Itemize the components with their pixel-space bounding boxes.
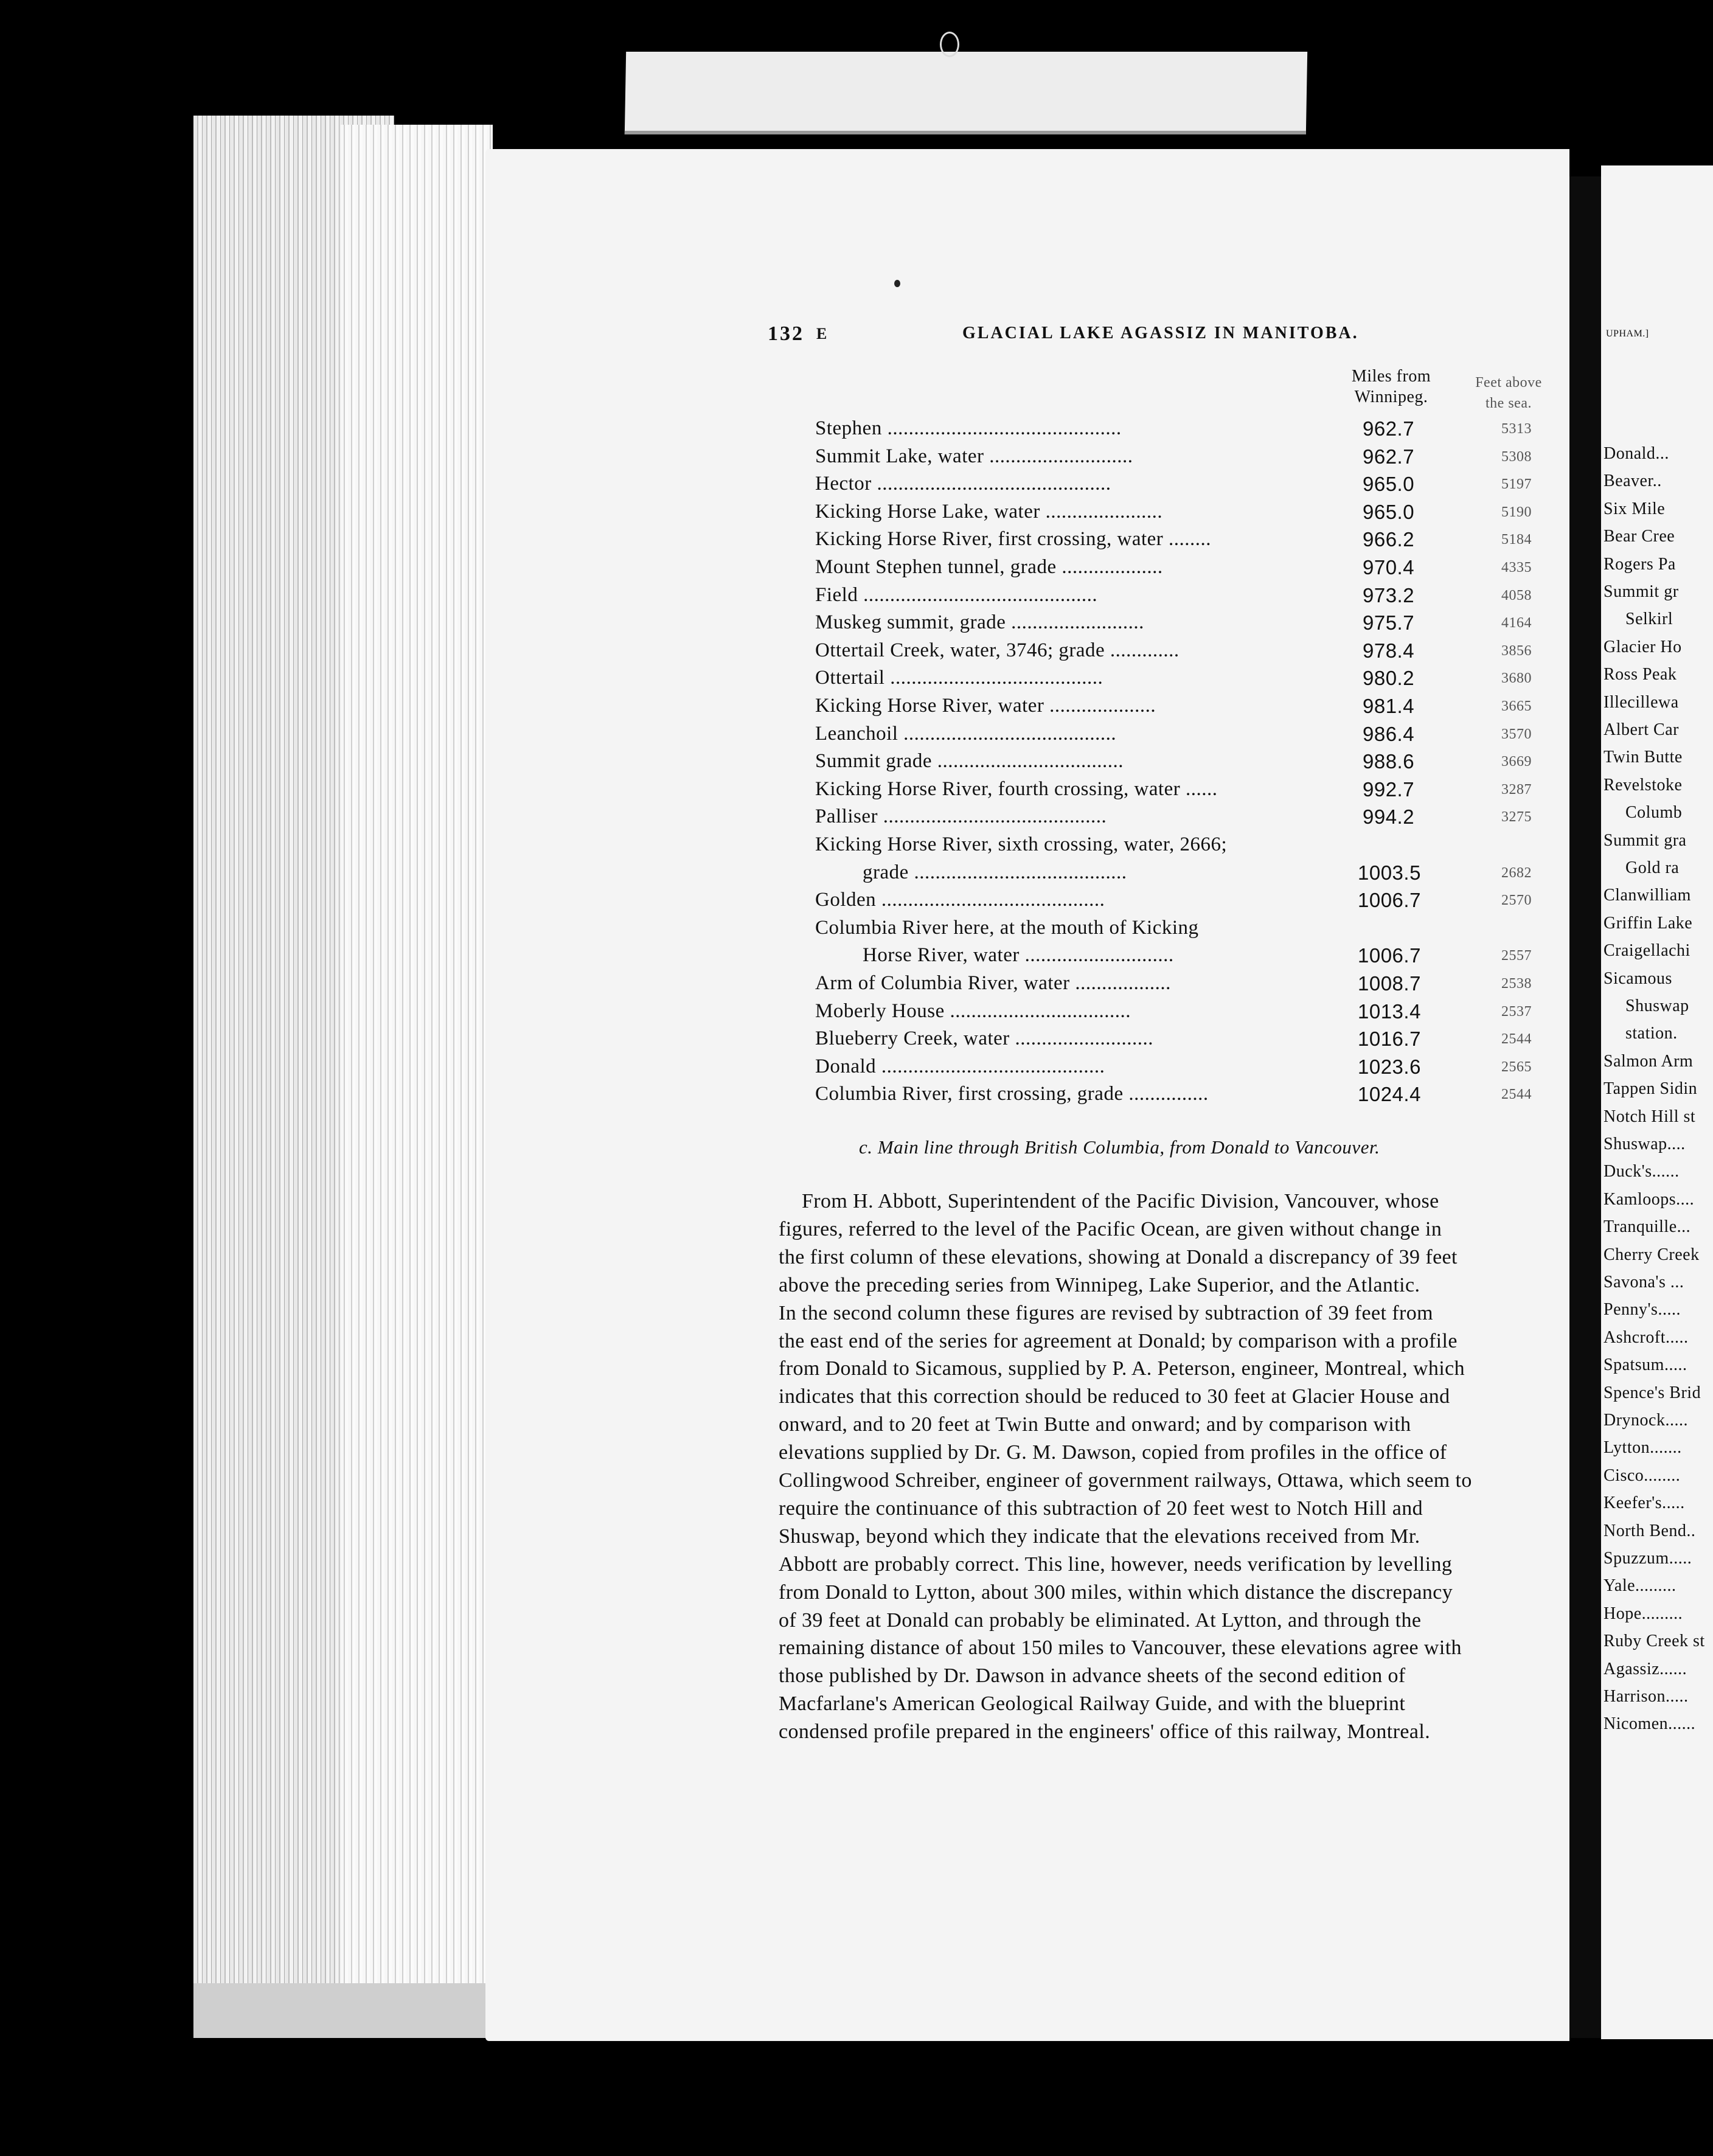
facing-page-line: Illecillewa <box>1604 692 1679 712</box>
miles-value: 975.7 <box>1363 611 1415 635</box>
station-name: Moberly House .................................. <box>815 1000 1131 1022</box>
feet-value: 2544 <box>1501 1087 1532 1103</box>
facing-page-line: Twin Butte <box>1604 748 1683 767</box>
station-name: Golden .......................................... <box>815 889 1105 911</box>
miles-value: 966.2 <box>1363 528 1415 551</box>
feet-value: 2565 <box>1501 1059 1532 1075</box>
facing-page-line: North Bend.. <box>1604 1521 1696 1540</box>
paragraph-line: from Donald to Sicamous, supplied by P. A. Peterson, engineer, Montreal, which <box>779 1357 1465 1380</box>
ink-speck <box>894 280 900 287</box>
facing-page-line: Revelstoke <box>1604 775 1683 795</box>
station-name: Ottertail ........................................ <box>815 667 1103 689</box>
miles-value: 965.0 <box>1363 473 1415 496</box>
station-name: Ottertail Creek, water, 3746; grade ............. <box>815 639 1180 661</box>
facing-page-line: Spuzzum..... <box>1604 1549 1692 1568</box>
feet-value: 4335 <box>1501 560 1532 576</box>
facing-page-line: Columb <box>1625 803 1683 822</box>
paragraph-line: those published by Dr. Dawson in advance sheets of the second edition of <box>779 1664 1406 1688</box>
facing-page-line: Summit gr <box>1604 582 1679 601</box>
paragraph-line: Abbott are probably correct. This line, however, needs verification by levelling <box>779 1553 1453 1576</box>
paragraph-line: From H. Abbott, Superintendent of the Pacific Division, Vancouver, whose <box>802 1190 1439 1212</box>
facing-page-line: Ruby Creek st <box>1604 1632 1705 1651</box>
book-top-edge <box>625 52 1307 134</box>
station-name: Leanchoil ........................................ <box>815 722 1117 745</box>
facing-page-line: Salmon Arm <box>1604 1051 1694 1071</box>
feet-value: 3665 <box>1501 698 1532 714</box>
feet-value: 5308 <box>1501 448 1532 465</box>
facing-page-line: Tranquille... <box>1604 1217 1691 1237</box>
facing-page-line: Donald... <box>1604 444 1669 463</box>
facing-page-line: Ross Peak <box>1604 665 1677 684</box>
station-name: Kicking Horse River, sixth crossing, water, 2666; <box>815 833 1228 855</box>
station-name: Kicking Horse River, first crossing, water ........ <box>815 528 1212 551</box>
station-name: Kicking Horse River, fourth crossing, water ...... <box>815 777 1218 800</box>
facing-page-line: Shuswap <box>1625 996 1689 1015</box>
feet-value: 2537 <box>1501 1003 1532 1020</box>
column-header-miles-line2: Winnipeg. <box>1354 388 1428 406</box>
paragraph-line: remaining distance of about 150 miles to Vancouver, these elevations agree with <box>779 1636 1462 1660</box>
facing-page-line: Sicamous <box>1604 968 1672 988</box>
facing-page-line: Shuswap.... <box>1604 1135 1686 1153</box>
feet-value: 2557 <box>1501 948 1532 964</box>
facing-page-line: Harrison..... <box>1604 1687 1689 1706</box>
station-name: Horse River, water ............................ <box>863 944 1174 967</box>
paragraph-line: Collingwood Schreiber, engineer of government railways, Ottawa, which seem to <box>779 1469 1472 1492</box>
station-name: Blueberry Creek, water .......................... <box>815 1028 1154 1050</box>
paragraph-line: above the preceding series from Winnipeg, Lake Superior, and the Atlantic. <box>779 1273 1420 1296</box>
facing-page-line: Hope......... <box>1604 1604 1683 1623</box>
paragraph-line: elevations supplied by Dr. G. M. Dawson, copied from profiles in the office of <box>779 1441 1447 1464</box>
feet-value: 3287 <box>1501 781 1532 798</box>
miles-value: 1013.4 <box>1358 1000 1421 1023</box>
station-name: Arm of Columbia River, water .................. <box>815 972 1171 994</box>
facing-page-line: Kamloops.... <box>1604 1189 1695 1209</box>
station-name: Stephen ............................................ <box>815 417 1122 439</box>
book-page-edges-inner <box>341 125 493 2005</box>
miles-value: 962.7 <box>1363 445 1415 468</box>
station-name: Mount Stephen tunnel, grade ................... <box>815 556 1163 578</box>
paragraph-line: require the continuance of this subtraction of 20 feet west to Notch Hill and <box>779 1497 1423 1520</box>
facing-page-line: Cisco........ <box>1604 1466 1681 1485</box>
facing-page-line: Selkirl <box>1625 610 1673 629</box>
facing-page-line: Notch Hill st <box>1604 1107 1696 1126</box>
facing-page-line: Ashcroft..... <box>1604 1327 1689 1347</box>
facing-page-line: Savona's ... <box>1604 1273 1684 1292</box>
facing-page-line: Yale......... <box>1604 1576 1677 1596</box>
station-name: Columbia River, first crossing, grade ............... <box>815 1083 1209 1105</box>
feet-value: 3856 <box>1501 642 1532 659</box>
column-header-feet-line2: the sea. <box>1485 395 1532 411</box>
feet-value: 3275 <box>1501 809 1532 826</box>
miles-value: 1016.7 <box>1358 1028 1421 1051</box>
facing-page-line: Tappen Sidin <box>1604 1079 1698 1099</box>
facing-page-header: UPHAM.] <box>1606 329 1649 339</box>
station-name: Kicking Horse Lake, water ...................... <box>815 500 1163 523</box>
facing-page-line: Penny's..... <box>1604 1300 1681 1320</box>
facing-page-line: Keefer's..... <box>1604 1494 1685 1513</box>
feet-value: 4164 <box>1501 615 1532 631</box>
miles-value: 1008.7 <box>1358 972 1421 995</box>
column-header-miles-line1: Miles from <box>1351 367 1431 386</box>
facing-page-line: Spence's Brid <box>1604 1383 1701 1402</box>
book-gutter <box>1569 176 1601 2038</box>
facing-page-line: Cherry Creek <box>1604 1245 1700 1264</box>
miles-value: 965.0 <box>1363 500 1415 523</box>
facing-page-line: Six Mile <box>1604 499 1666 518</box>
facing-page-line: Duck's...... <box>1604 1162 1680 1181</box>
page-number: 132 <box>768 322 804 345</box>
miles-value: 962.7 <box>1363 417 1415 440</box>
column-header-miles <box>1339 366 1443 408</box>
miles-value: 1024.4 <box>1358 1083 1421 1106</box>
feet-value: 2538 <box>1501 976 1532 992</box>
miles-value: 1006.7 <box>1358 889 1421 912</box>
paragraph-line: onward, and to 20 feet at Twin Butte and onward; and by comparison with <box>779 1413 1411 1436</box>
station-name: grade ........................................ <box>863 861 1127 883</box>
facing-page-line: Spatsum..... <box>1604 1355 1687 1375</box>
miles-value: 1003.5 <box>1358 861 1421 884</box>
paragraph-line: In the second column these figures are revised by subtraction of 39 feet from <box>779 1301 1433 1324</box>
paragraph-line: figures, referred to the level of the Pacific Ocean, are given without change in <box>779 1217 1442 1240</box>
section-heading: c. Main line through British Columbia, from Donald to Vancouver. <box>859 1136 1380 1158</box>
book-bottom-edge <box>193 1983 522 2038</box>
paragraph-line: Macfarlane's American Geological Railway Guide, and with the blueprint <box>779 1692 1406 1716</box>
paragraph-line: condensed profile prepared in the engineers' office of this railway, Montreal. <box>779 1720 1431 1744</box>
column-header-feet <box>1466 372 1551 414</box>
facing-page-line: Summit gra <box>1604 830 1687 850</box>
paragraph-line: the east end of the series for agreement at Donald; by comparison with a profile <box>779 1329 1458 1352</box>
miles-value: 980.2 <box>1363 667 1415 690</box>
feet-value: 5313 <box>1501 421 1532 437</box>
facing-page-line: Nicomen...... <box>1604 1714 1696 1734</box>
scan-artifact <box>940 32 959 57</box>
facing-page-line: Beaver.. <box>1604 471 1662 491</box>
feet-value: 5197 <box>1501 476 1532 493</box>
station-name: Hector ............................................ <box>815 473 1111 495</box>
feet-value: 2570 <box>1501 892 1532 909</box>
feet-value: 2544 <box>1501 1031 1532 1048</box>
column-header-feet-line1: Feet above <box>1475 375 1542 391</box>
station-name: Kicking Horse River, water .................... <box>815 695 1156 717</box>
facing-page-line: Gold ra <box>1625 858 1680 877</box>
miles-value: 978.4 <box>1363 639 1415 662</box>
station-name: Palliser .......................................... <box>815 805 1107 828</box>
facing-page-line: Clanwilliam <box>1604 886 1691 905</box>
miles-value: 992.7 <box>1363 777 1415 801</box>
facing-page-line: Bear Cree <box>1604 527 1675 546</box>
facing-page-line: Glacier Ho <box>1604 637 1682 656</box>
miles-value: 1023.6 <box>1358 1055 1421 1078</box>
feet-value: 5184 <box>1501 532 1532 548</box>
paragraph-line: of 39 feet at Donald can probably be eliminated. At Lytton, and through the <box>779 1608 1422 1632</box>
page-suffix: E <box>816 325 829 343</box>
station-name: Muskeg summit, grade ......................... <box>815 611 1144 634</box>
facing-page-line: station. <box>1625 1024 1678 1043</box>
station-name: Summit grade ................................... <box>815 750 1124 773</box>
facing-page-line: Agassiz...... <box>1604 1659 1687 1678</box>
feet-value: 5190 <box>1501 504 1532 520</box>
feet-value: 4058 <box>1501 587 1532 603</box>
station-name: Summit Lake, water ........................... <box>815 445 1133 467</box>
miles-value: 988.6 <box>1363 750 1415 773</box>
paragraph-line: from Donald to Lytton, about 300 miles, within which distance the discrepancy <box>779 1580 1453 1604</box>
facing-page-line: Albert Car <box>1604 720 1679 739</box>
paragraph-line: Shuswap, beyond which they indicate that the elevations received from Mr. <box>779 1525 1420 1548</box>
facing-page-line: Lytton....... <box>1604 1438 1682 1458</box>
miles-value: 994.2 <box>1363 805 1415 829</box>
miles-value: 973.2 <box>1363 583 1415 607</box>
miles-value: 1006.7 <box>1358 944 1421 967</box>
station-name: Donald .......................................... <box>815 1055 1105 1077</box>
facing-page <box>1601 165 1713 2039</box>
miles-value: 981.4 <box>1363 695 1415 717</box>
facing-page-line: Rogers Pa <box>1604 554 1676 574</box>
station-name: Columbia River here, at the mouth of Kicking <box>815 916 1199 939</box>
miles-value: 970.4 <box>1363 556 1415 579</box>
miles-value: 986.4 <box>1363 722 1415 745</box>
paragraph-line: indicates that this correction should be reduced to 30 feet at Glacier House and <box>779 1385 1450 1408</box>
facing-page-line: Griffin Lake <box>1604 913 1693 933</box>
facing-page-line: Drynock..... <box>1604 1411 1688 1430</box>
paragraph-line: the first column of these elevations, showing at Donald a discrepancy of 39 feet <box>779 1245 1458 1268</box>
feet-value: 2682 <box>1501 864 1532 881</box>
feet-value: 3669 <box>1501 754 1532 770</box>
facing-page-line: Craigellachi <box>1604 941 1690 961</box>
feet-value: 3570 <box>1501 726 1532 742</box>
running-head: GLACIAL LAKE AGASSIZ IN MANITOBA. <box>962 324 1359 343</box>
station-name: Field ............................................ <box>815 583 1098 606</box>
feet-value: 3680 <box>1501 670 1532 687</box>
